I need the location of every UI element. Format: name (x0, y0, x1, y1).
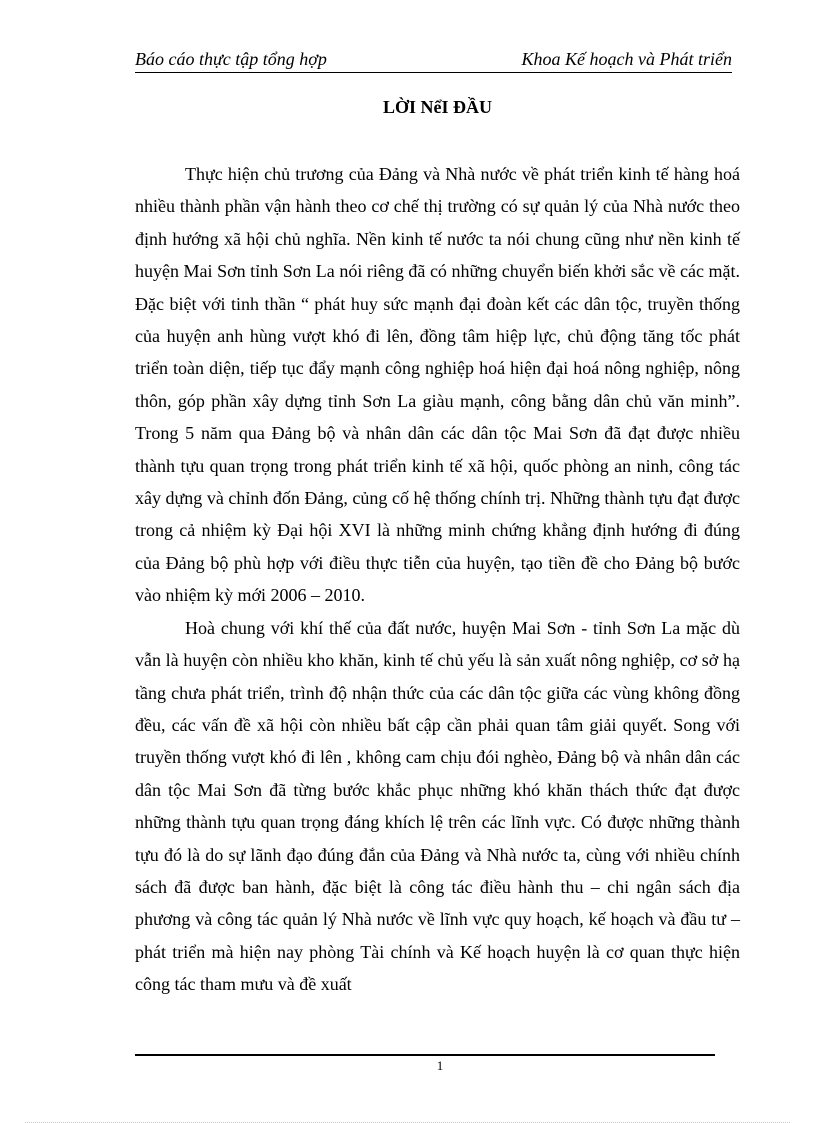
footer-divider (135, 1054, 715, 1056)
page-number: 1 (436, 1058, 444, 1073)
paragraph-intro: Thực hiện chủ trương của Đảng và Nhà nước về phát triển kinh tế hàng hoá nhiều thành phần vận hành theo cơ chế thị trường có sự quản lý của Nhà nước theo định hướng xã hội chủ nghĩa. Nền kinh tế nước ta nói chung cũng như nền kinh tế huyện Mai Sơn tỉnh Sơn La nói riêng đã có những chuyển biến khởi sắc về các mặt. Đặc biệt với tinh thần “ phát huy sức mạnh đại đoàn kết các dân tộc, truyền thống của huyện anh hùng vượt khó đi lên, đồng tâm hiệp lực, chủ động tăng tốc phát triển toàn diện, tiếp tục đẩy mạnh công nghiệp hoá hiện đại hoá nông nghiệp, nông thôn, góp phần xây dựng tỉnh Sơn La giàu mạnh, công bằng dân chủ văn minh”. Trong 5 năm qua Đảng bộ và nhân dân các dân tộc Mai Sơn đã đạt được nhiều thành tựu quan trọng trong phát triển kinh tế xã hội, quốc phòng an ninh, công tác xây dựng và chỉnh đốn Đảng, củng cố hệ thống chính trị. Những thành tựu đạt được trong cả nhiệm kỳ Đại hội XVI là những minh chứng khẳng định hướng đi đúng của Đảng bộ phù hợp với điều thực tiễn của huyện, tạo tiền đề cho Đảng bộ bước vào nhiệm kỳ mới 2006 – 2010. (135, 164, 740, 606)
page-header (135, 48, 732, 73)
document-body (135, 158, 740, 1001)
header-report-title: Báo cáo thực tập tổng hợp (135, 49, 327, 69)
header-faculty-name: Khoa Kế hoạch và Phát triển (521, 49, 732, 69)
paragraph-context: Hoà chung với khí thế của đất nước, huyện Mai Sơn - tỉnh Sơn La mặc dù vẫn là huyện còn nhiều kho khăn, kinh tế chủ yếu là sản xuất nông nghiệp, cơ sở hạ tầng chưa phát triển, trình độ nhận thức của các dân tộc giữa các vùng không đồng đều, các vấn đề xã hội còn nhiều bất cập cần phải quan tâm giải quyết. Song với truyền thống vượt khó đi lên , không cam chịu đói nghèo, Đảng bộ và nhân dân các dân tộc Mai Sơn đã từng bước khắc phục những khó khăn thách thức đạt được những thành tựu quan trọng đáng khích lệ trên các lĩnh vực. Có được những thành tựu đó là do sự lãnh đạo đúng đắn của Đảng và Nhà nước ta, cùng với nhiều chính sách đã được ban hành, đặc biệt là công tác điều hành thu – chi ngân sách địa phương và công tác quản lý Nhà nước về lĩnh vực quy hoạch, kế hoạch và đầu tư – phát triển mà hiện nay phòng Tài chính và Kế hoạch huyện là cơ quan thực hiện công tác tham mưu và đề xuất (135, 617, 740, 995)
page-title: LỜI NểI ĐẦU (382, 97, 492, 117)
